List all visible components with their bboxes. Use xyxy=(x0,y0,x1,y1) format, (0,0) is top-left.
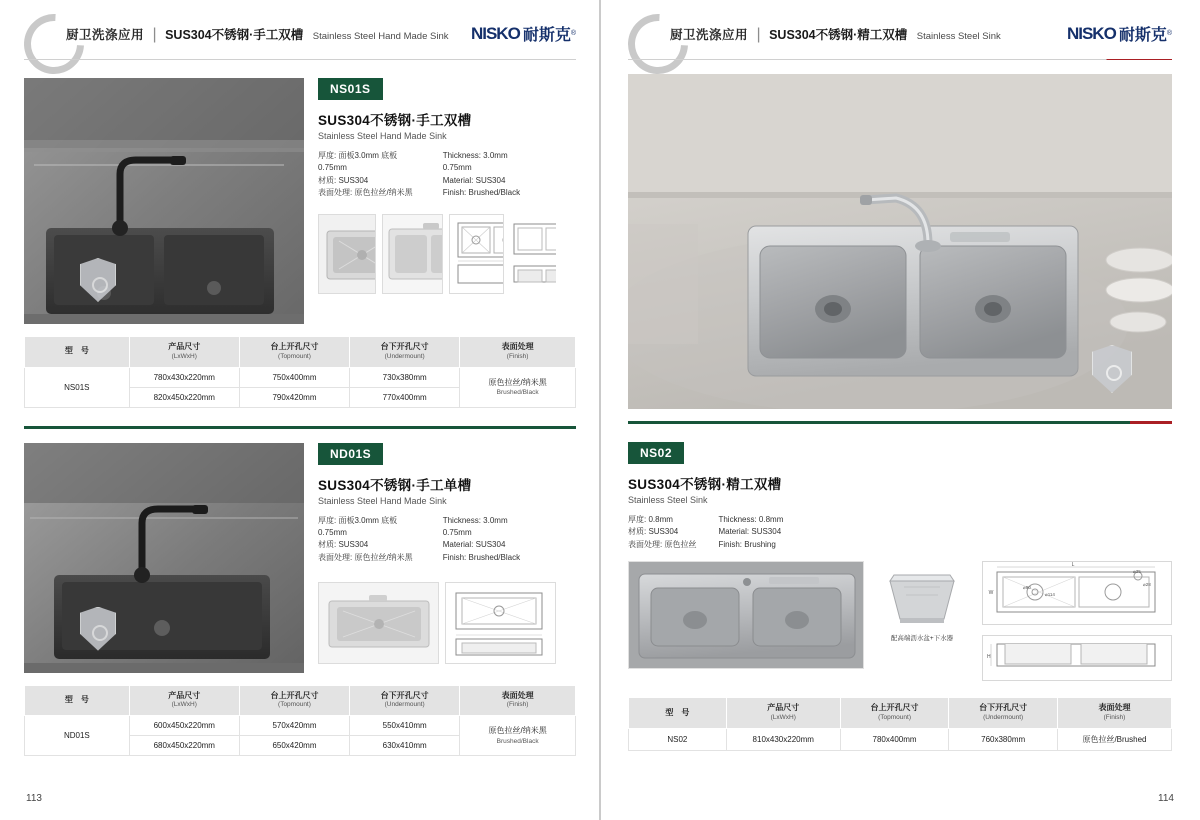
spec-material-cn: 材质: SUS304 xyxy=(318,175,369,185)
specs-en xyxy=(443,150,534,200)
drawing-row-nd01s xyxy=(318,582,556,664)
th-undermount: 台下开孔尺寸 (Undermount) xyxy=(350,337,460,368)
spec-table-ns02 xyxy=(628,697,1172,751)
model-badge-ns02: NS02 xyxy=(628,442,684,464)
cell-finish: 原色拉丝/Brushed xyxy=(1057,728,1171,750)
product-title-en: Stainless Steel Sink xyxy=(628,495,708,505)
right-page-header xyxy=(628,12,1172,64)
spec-finish-cn: 表面处理: 原色拉丝/纳米黑 xyxy=(318,188,413,198)
hero-photo-ns02 xyxy=(628,74,1172,409)
product-title-cn: SUS304不锈钢·手工单槽 xyxy=(318,477,472,493)
svg-text:⌀90: ⌀90 xyxy=(1023,585,1031,591)
spec-thickness-cn: 厚度: 面板3.0mm 底板0.75mm xyxy=(318,151,398,173)
th-size: 产品尺寸 (LxWxH) xyxy=(129,337,239,368)
technical-drawing-side xyxy=(982,635,1172,681)
technical-drawings-ns02 xyxy=(982,561,1172,681)
th-undermount: 台下开孔尺寸 (Undermount) xyxy=(949,698,1058,729)
specs-en xyxy=(443,515,534,565)
cell-under-1: 730x380mm xyxy=(350,367,460,387)
spec-table-ns01s xyxy=(24,336,576,408)
right-page xyxy=(600,0,1200,820)
svg-text:⌀114: ⌀114 xyxy=(1045,592,1055,598)
product-block-ns01s xyxy=(24,78,576,408)
product-block-nd01s xyxy=(24,443,576,757)
svg-text:H: H xyxy=(987,654,991,661)
product-specs-ns02 xyxy=(628,514,1172,551)
spec-material-en: Material: SUS304 xyxy=(442,175,506,185)
product-title-en: Stainless Steel Hand Made Sink xyxy=(318,495,447,506)
spec-material-cn: 材质: SUS304 xyxy=(318,540,369,550)
cell-top-1: 570x420mm xyxy=(239,716,349,736)
brand-logo xyxy=(471,22,576,45)
cell-size: 810x430x220mm xyxy=(726,728,840,750)
brand-c-icon xyxy=(12,2,97,87)
cell-model: NS01S xyxy=(25,367,130,407)
header-subcategory-en: Stainless Steel Sink xyxy=(916,31,1001,42)
spec-finish-en: Finish: Brushing xyxy=(718,539,776,549)
product-iso-view-2 xyxy=(382,214,444,294)
technical-drawing-top xyxy=(449,214,504,294)
drawing-row-ns02 xyxy=(628,561,1172,681)
section-divider xyxy=(628,421,1172,424)
logo-trademark: ® xyxy=(570,30,576,37)
spec-finish-en: Finish: Brushed/Black xyxy=(442,552,521,562)
spec-finish-cn: 表面处理: 原色拉丝 xyxy=(628,539,697,549)
th-model: 型 号 xyxy=(629,698,727,729)
technical-drawing-top xyxy=(445,582,556,664)
product-info-nd01s xyxy=(318,443,556,673)
cell-model: ND01S xyxy=(25,716,130,756)
spec-thickness-en: Thickness: 3.0mm 0.75mm xyxy=(442,515,508,537)
logo-chinese: 耐斯克 xyxy=(522,27,571,44)
th-size: 产品尺寸 (LxWxH) xyxy=(129,685,239,716)
th-model: 型 号 xyxy=(25,337,130,368)
header-subcategory: SUS304不锈钢·精工双槽 xyxy=(769,28,908,42)
cell-under-2: 630x410mm xyxy=(350,736,460,756)
product-iso-view-1 xyxy=(318,214,376,294)
brand-logo xyxy=(1067,22,1172,45)
svg-text:L: L xyxy=(1071,562,1075,569)
header-subcategory: SUS304不锈钢·手工双槽 xyxy=(165,28,304,42)
th-topmount: 台上开孔尺寸 (Topmount) xyxy=(239,337,349,368)
product-photo-nd01s xyxy=(24,443,304,673)
cell-finish: 原色拉丝/纳米黑 Brushed/Black xyxy=(460,367,576,407)
product-title-cn: SUS304不锈钢·精工双槽 xyxy=(628,477,782,492)
table-header-row xyxy=(25,337,576,368)
product-block-ns02 xyxy=(628,436,1172,751)
specs-cn xyxy=(628,514,696,551)
table-header-row xyxy=(25,685,576,716)
th-finish: 表面处理 (Finish) xyxy=(460,337,576,368)
cell-finish: 原色拉丝/纳米黑 Brushed/Black xyxy=(460,716,576,756)
spec-thickness-cn: 厚度: 面板3.0mm 底板0.75mm xyxy=(318,515,398,537)
cell-model: NS02 xyxy=(629,728,727,750)
specs-en xyxy=(718,514,783,551)
spec-material-cn: 材质: SUS304 xyxy=(628,527,679,537)
table-row xyxy=(25,367,576,387)
model-badge-nd01s: ND01S xyxy=(318,443,383,465)
accessory-drain-basket xyxy=(878,561,966,653)
spec-table-nd01s xyxy=(24,685,576,757)
cell-size-2: 820x450x220mm xyxy=(129,387,239,407)
cell-top-2: 790x420mm xyxy=(239,387,349,407)
logo-wordmark: NISKO xyxy=(1066,23,1116,43)
cell-undermount: 760x380mm xyxy=(949,728,1058,750)
header-category: 厨卫洗涤应用 xyxy=(66,28,145,42)
cell-top-2: 650x420mm xyxy=(239,736,349,756)
cell-size-1: 600x450x220mm xyxy=(129,716,239,736)
header-category: 厨卫洗涤应用 xyxy=(670,28,749,42)
logo-chinese: 耐斯克 xyxy=(1118,27,1167,44)
header-rule xyxy=(628,59,1172,60)
spec-finish-en: Finish: Brushed/Black xyxy=(442,188,521,198)
header-text xyxy=(66,25,448,44)
table-header-row xyxy=(629,698,1172,729)
model-badge-ns01s: NS01S xyxy=(318,78,383,100)
spec-thickness-en: Thickness: 3.0mm 0.75mm xyxy=(442,151,508,173)
spec-thickness-cn: 厚度: 0.8mm xyxy=(628,515,673,524)
th-finish: 表面处理 (Finish) xyxy=(1057,698,1171,729)
header-text xyxy=(670,25,1001,44)
product-info-ns01s xyxy=(318,78,556,324)
left-page-header xyxy=(24,12,576,64)
cell-size-2: 680x450x220mm xyxy=(129,736,239,756)
specs-cn xyxy=(318,515,421,565)
cell-under-2: 770x400mm xyxy=(350,387,460,407)
spec-thickness-en: Thickness: 0.8mm xyxy=(718,515,784,524)
spec-material-en: Material: SUS304 xyxy=(718,527,782,537)
product-photo-ns01s xyxy=(24,78,304,324)
svg-text:⌀35: ⌀35 xyxy=(1133,569,1141,575)
th-topmount: 台上开孔尺寸 (Topmount) xyxy=(840,698,949,729)
product-title-cn: SUS304不锈钢·手工双槽 xyxy=(318,113,472,128)
product-photo-ns02 xyxy=(628,561,864,669)
th-size: 产品尺寸 (LxWxH) xyxy=(726,698,840,729)
cell-under-1: 550x410mm xyxy=(350,716,460,736)
page-gutter xyxy=(599,0,601,820)
drawing-row-ns01s xyxy=(318,214,556,294)
svg-text:⌀28: ⌀28 xyxy=(1143,582,1151,588)
page-number-left: 113 xyxy=(26,793,42,804)
logo-trademark: ® xyxy=(1166,30,1172,37)
technical-drawing-top xyxy=(982,561,1172,625)
table-row xyxy=(629,728,1172,750)
th-model: 型 号 xyxy=(25,685,130,716)
header-separator: | xyxy=(756,26,761,43)
product-specs-nd01s xyxy=(318,515,556,565)
header-subcategory-en: Stainless Steel Hand Made Sink xyxy=(312,31,449,42)
product-specs-ns01s xyxy=(318,150,556,200)
th-finish: 表面处理 (Finish) xyxy=(460,685,576,716)
cell-top-1: 750x400mm xyxy=(239,367,349,387)
spec-finish-cn: 表面处理: 原色拉丝/纳米黑 xyxy=(318,552,413,562)
product-iso-view-1 xyxy=(318,582,439,664)
logo-wordmark: NISKO xyxy=(470,23,520,43)
spec-material-en: Material: SUS304 xyxy=(442,540,506,550)
svg-text:W: W xyxy=(988,590,994,597)
accessory-caption: 配高端沥水盆+下水器 xyxy=(890,635,954,643)
th-topmount: 台上开孔尺寸 (Topmount) xyxy=(239,685,349,716)
table-row xyxy=(25,716,576,736)
page-number-right: 114 xyxy=(1158,793,1174,804)
cell-size-1: 780x430x220mm xyxy=(129,367,239,387)
specs-cn xyxy=(318,150,421,200)
technical-drawing-side xyxy=(508,214,556,292)
product-title-en: Stainless Steel Hand Made Sink xyxy=(318,131,447,141)
header-separator: | xyxy=(152,26,157,43)
section-divider xyxy=(24,426,576,429)
cell-topmount: 780x400mm xyxy=(840,728,949,750)
th-undermount: 台下开孔尺寸 (Undermount) xyxy=(350,685,460,716)
header-rule xyxy=(24,59,576,60)
